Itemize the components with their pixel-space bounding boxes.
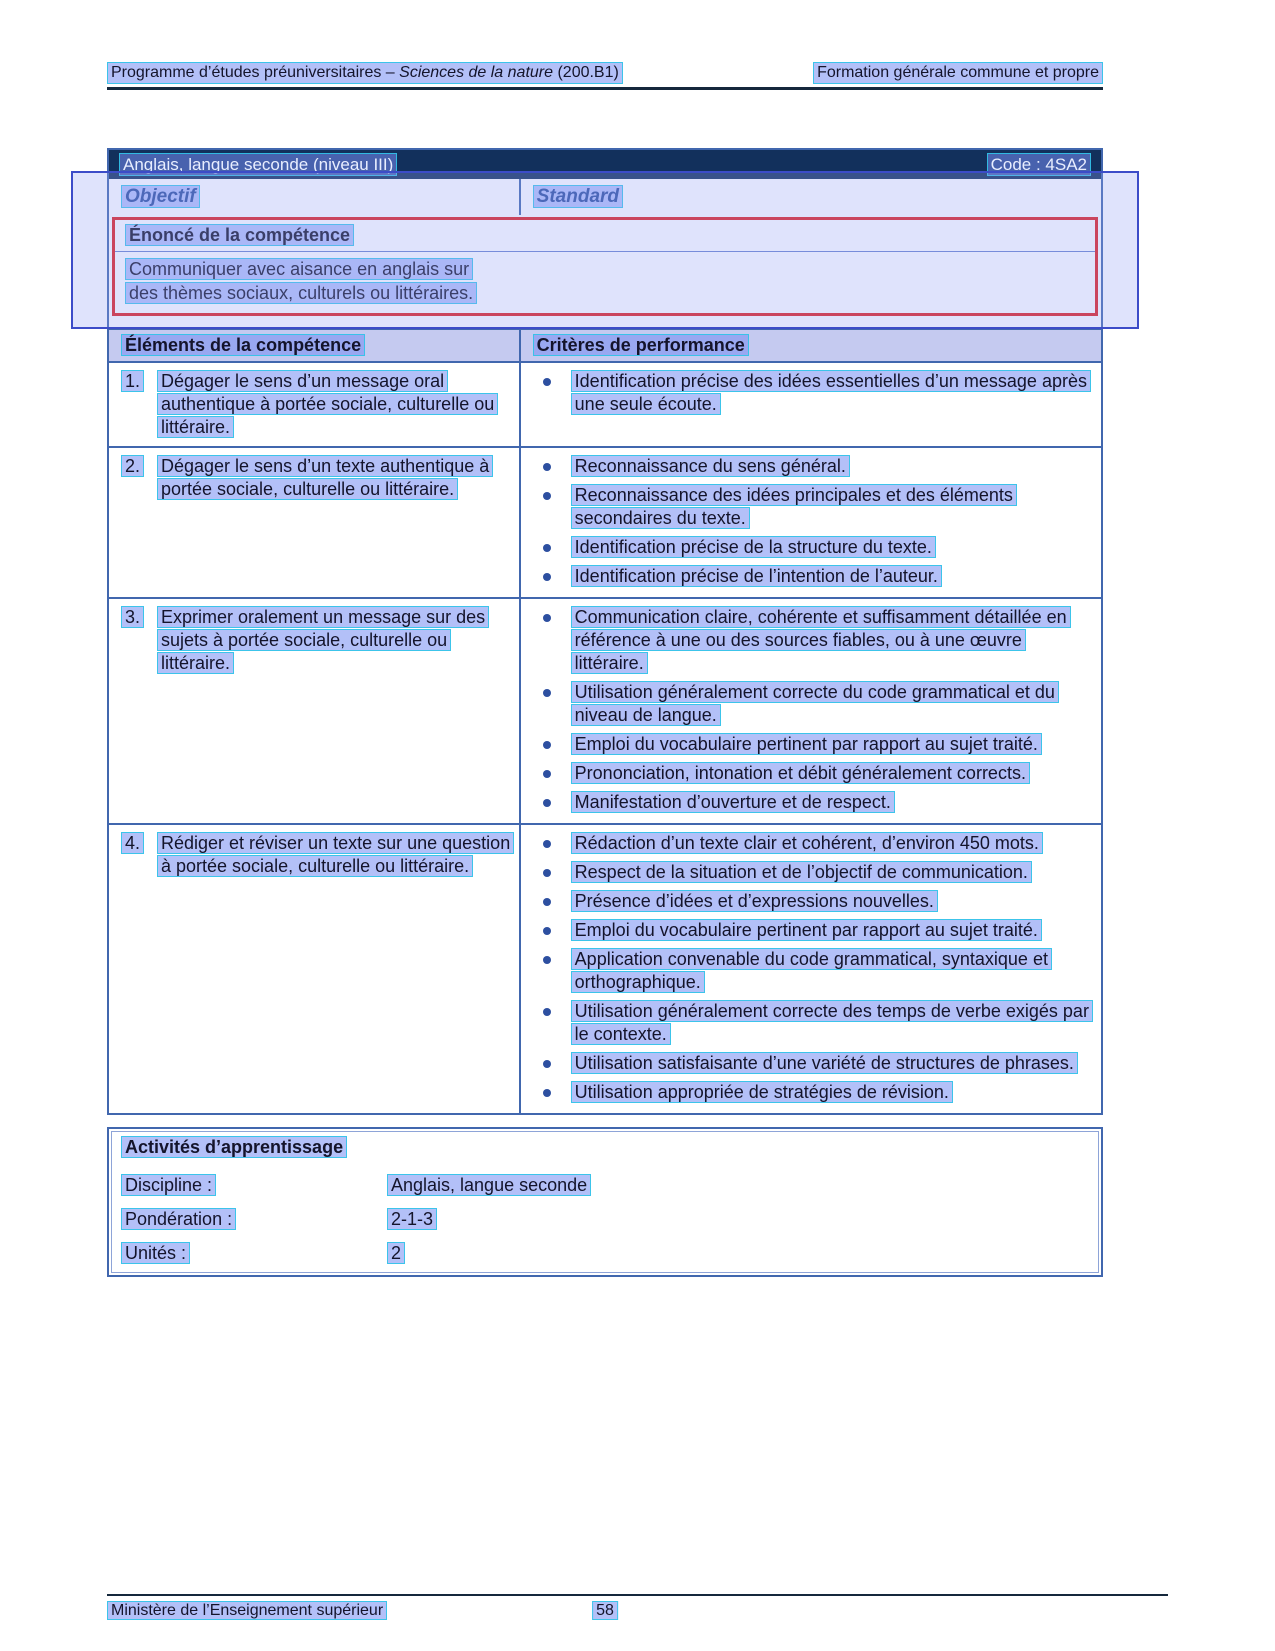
objectif-header: Objectif xyxy=(121,185,200,208)
element-row-3 xyxy=(109,599,1101,825)
criterion-item xyxy=(529,1081,1089,1104)
criterion-item xyxy=(529,536,1089,559)
criterion-item xyxy=(529,681,1089,727)
bullet-icon xyxy=(543,898,551,906)
competency-table xyxy=(107,148,1103,1115)
bullet-icon xyxy=(543,492,551,500)
elements-header: Éléments de la compétence xyxy=(121,334,365,356)
course-title-bar xyxy=(109,150,1101,179)
element-row-2 xyxy=(109,448,1101,599)
standard-header: Standard xyxy=(533,185,623,208)
activites-box xyxy=(107,1127,1103,1277)
element-number: 4. xyxy=(121,832,144,854)
bullet-icon xyxy=(543,956,551,964)
activite-value: Anglais, langue seconde xyxy=(387,1174,591,1196)
enonce-box xyxy=(112,217,1098,316)
criterion-item xyxy=(529,762,1089,785)
criterion-text: Respect de la situation et de l’objectif de communication. xyxy=(571,861,1032,883)
activite-label: Discipline : xyxy=(121,1174,216,1196)
criterion-item xyxy=(529,948,1089,994)
criterion-item xyxy=(529,370,1089,416)
criterion-item xyxy=(529,1052,1089,1075)
criterion-text: Présence d’idées et d’expressions nouvelles. xyxy=(571,890,938,912)
element-row-1 xyxy=(109,363,1101,448)
activite-row xyxy=(109,1208,1101,1231)
criterion-item xyxy=(529,455,1089,478)
criterion-item xyxy=(529,791,1089,814)
footer-ministry: Ministère de l’Enseignement supérieur xyxy=(107,1601,387,1620)
criterion-text: Manifestation d’ouverture et de respect. xyxy=(571,791,895,813)
table-column-headers xyxy=(109,328,1101,363)
bullet-icon xyxy=(543,1008,551,1016)
bullet-icon xyxy=(543,869,551,877)
content-column xyxy=(107,148,1103,1277)
criterion-text: Reconnaissance des idées principales et des éléments secondaires du texte. xyxy=(571,484,1017,529)
criterion-text: Emploi du vocabulaire pertinent par rapport au sujet traité. xyxy=(571,733,1042,755)
criterion-item xyxy=(529,919,1089,942)
criterion-item xyxy=(529,565,1089,588)
element-text: Rédiger et réviser un texte sur une question à portée sociale, culturelle ou littéraire. xyxy=(157,832,514,877)
activite-row xyxy=(109,1242,1101,1265)
criterion-text: Identification précise de l’intention de l’auteur. xyxy=(571,565,942,587)
criterion-text: Reconnaissance du sens général. xyxy=(571,455,850,477)
enonce-line-2: des thèmes sociaux, culturels ou littéraires. xyxy=(125,282,477,304)
bullet-icon xyxy=(543,689,551,697)
page-header xyxy=(107,62,1103,84)
criterion-text: Rédaction d’un texte clair et cohérent, d’environ 450 mots. xyxy=(571,832,1043,854)
bullet-icon xyxy=(543,544,551,552)
enonce-line-1: Communiquer avec aisance en anglais sur xyxy=(125,258,473,280)
course-title: Anglais, langue seconde (niveau III) xyxy=(119,153,397,176)
activite-value: 2 xyxy=(387,1242,405,1264)
bullet-icon xyxy=(543,1060,551,1068)
activite-row xyxy=(109,1174,1101,1197)
criterion-item xyxy=(529,832,1089,855)
objectif-standard-row xyxy=(109,179,1101,215)
criterion-item xyxy=(529,733,1089,756)
element-number: 3. xyxy=(121,606,144,628)
element-row-4 xyxy=(109,825,1101,1113)
bullet-icon xyxy=(543,573,551,581)
page-header-right: Formation générale commune et propre xyxy=(813,62,1103,84)
bullet-icon xyxy=(543,378,551,386)
element-text: Exprimer oralement un message sur des sujets à portée sociale, culturelle ou littéraire. xyxy=(157,606,489,674)
criterion-item xyxy=(529,861,1089,884)
enonce-text xyxy=(115,252,1095,313)
bullet-icon xyxy=(543,840,551,848)
activite-value: 2-1-3 xyxy=(387,1208,437,1230)
criterion-item xyxy=(529,484,1089,530)
page-footer xyxy=(107,1601,1103,1621)
bullet-icon xyxy=(543,927,551,935)
criterion-text: Utilisation satisfaisante d’une variété de structures de phrases. xyxy=(571,1052,1078,1074)
element-number: 2. xyxy=(121,455,144,477)
criteres-header: Critères de performance xyxy=(533,334,749,356)
page-header-left: Programme d’études préuniversitaires – Sciences de la nature (200.B1) xyxy=(107,62,623,84)
criterion-text: Utilisation appropriée de stratégies de révision. xyxy=(571,1081,953,1103)
bullet-icon xyxy=(543,741,551,749)
criterion-text: Utilisation généralement correcte des temps de verbe exigés par le contexte. xyxy=(571,1000,1093,1045)
criterion-text: Identification précise de la structure du texte. xyxy=(571,536,936,558)
activite-label: Unités : xyxy=(121,1242,190,1264)
criterion-item xyxy=(529,890,1089,913)
bullet-icon xyxy=(543,799,551,807)
bullet-icon xyxy=(543,1089,551,1097)
bullet-icon xyxy=(543,770,551,778)
footer-rule xyxy=(107,1594,1168,1596)
bullet-icon xyxy=(543,463,551,471)
course-code: Code : 4SA2 xyxy=(987,153,1091,176)
bullet-icon xyxy=(543,614,551,622)
criterion-text: Identification précise des idées essentielles d’un message après une seule écoute. xyxy=(571,370,1091,415)
element-text: Dégager le sens d’un message oral authentique à portée sociale, culturelle ou littéraire. xyxy=(157,370,498,438)
criterion-text: Prononciation, intonation et débit généralement corrects. xyxy=(571,762,1030,784)
header-rule xyxy=(107,87,1103,90)
element-number: 1. xyxy=(121,370,144,392)
enonce-heading: Énoncé de la compétence xyxy=(125,224,354,246)
activites-heading: Activités d’apprentissage xyxy=(121,1136,347,1158)
criterion-text: Utilisation généralement correcte du code grammatical et du niveau de langue. xyxy=(571,681,1059,726)
criterion-text: Application convenable du code grammatical, syntaxique et orthographique. xyxy=(571,948,1052,993)
criterion-text: Communication claire, cohérente et suffisamment détaillée en référence à une ou des sources fiables, ou à une œuvre littéraire. xyxy=(571,606,1071,674)
criterion-item xyxy=(529,1000,1089,1046)
criterion-item xyxy=(529,606,1089,675)
activite-label: Pondération : xyxy=(121,1208,236,1230)
element-text: Dégager le sens d’un texte authentique à portée sociale, culturelle ou littéraire. xyxy=(157,455,493,500)
criterion-text: Emploi du vocabulaire pertinent par rapport au sujet traité. xyxy=(571,919,1042,941)
footer-page-number: 58 xyxy=(592,1601,618,1620)
